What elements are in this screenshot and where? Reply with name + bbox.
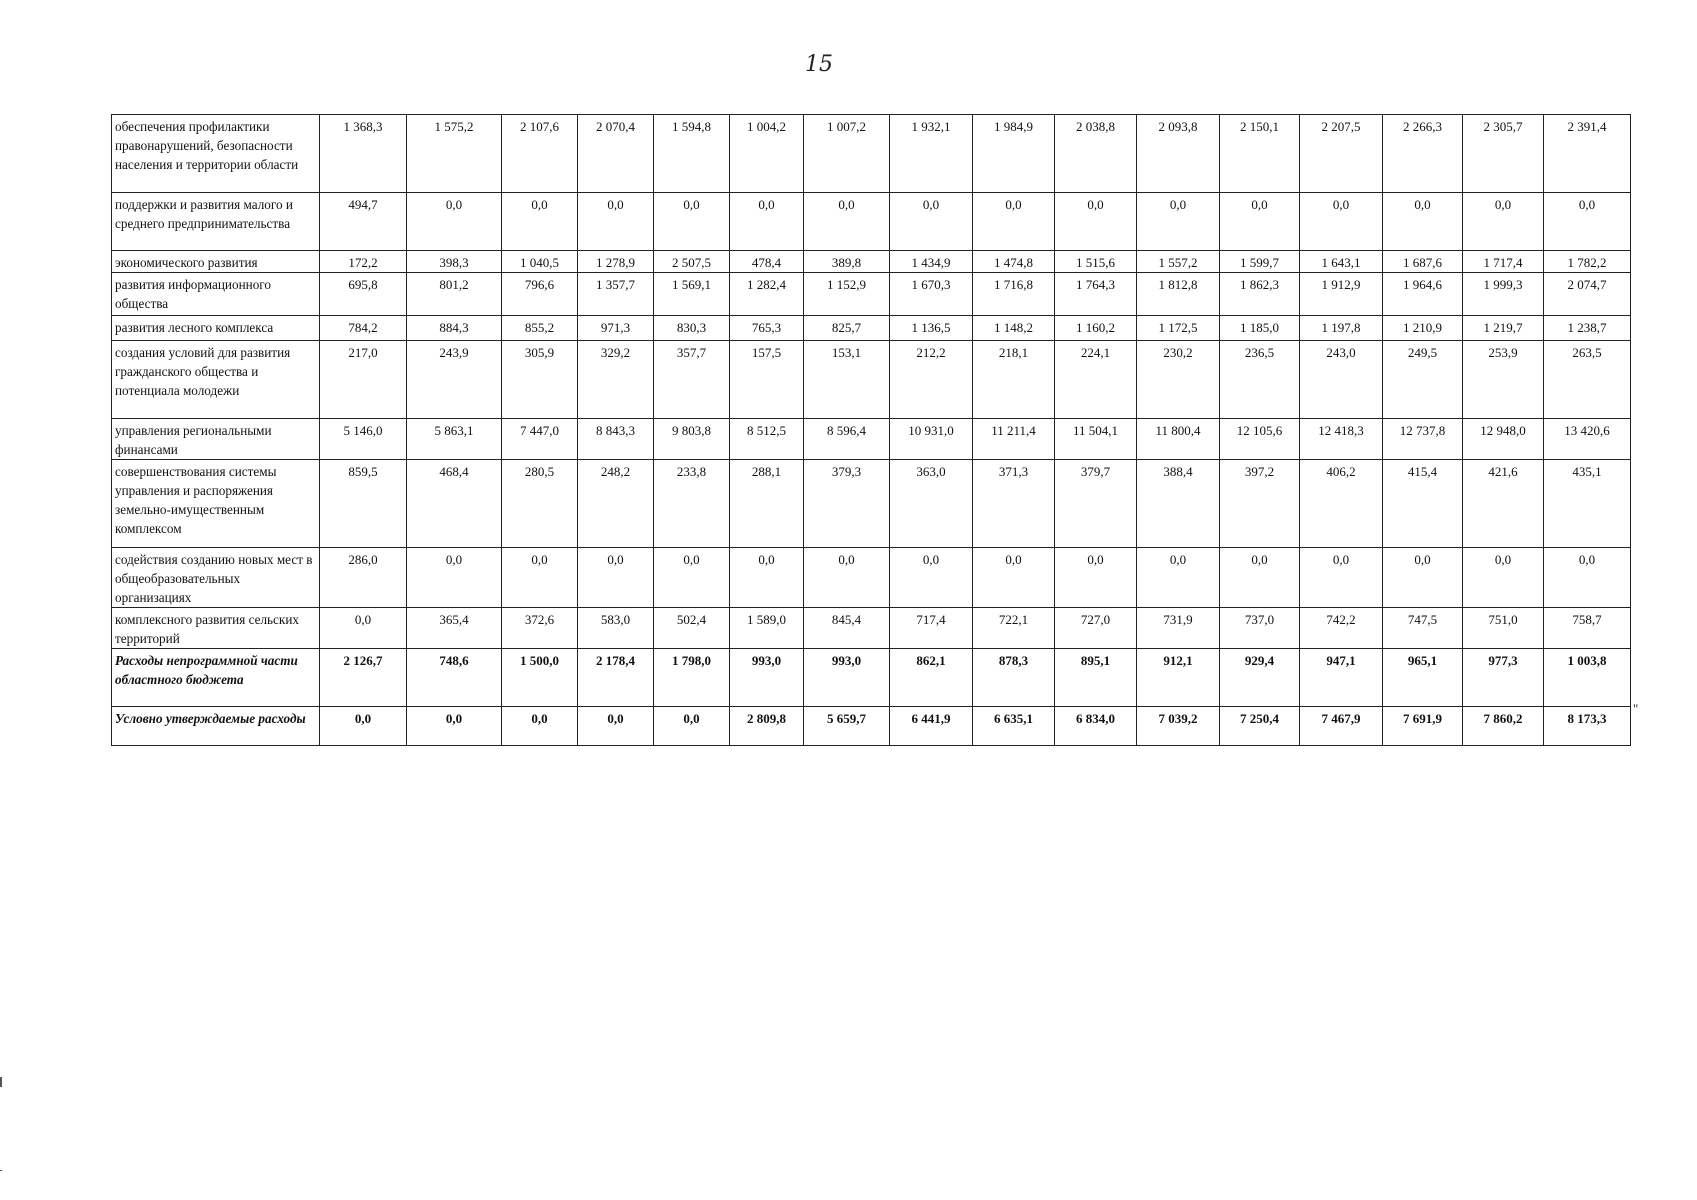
table-cell: 1 932,1 bbox=[890, 115, 973, 193]
row-label: содействия созданию новых мест в общеобразовательных организациях bbox=[112, 548, 320, 608]
table-cell: 1 004,2 bbox=[730, 115, 804, 193]
table-cell: 478,4 bbox=[730, 251, 804, 273]
table-cell: 731,9 bbox=[1137, 608, 1220, 649]
table-cell: 2 038,8 bbox=[1055, 115, 1137, 193]
table-cell: 305,9 bbox=[502, 341, 578, 419]
table-cell: 1 798,0 bbox=[654, 649, 730, 707]
table-body bbox=[112, 115, 1631, 746]
table-cell: 397,2 bbox=[1220, 460, 1300, 548]
table-cell: 494,7 bbox=[320, 193, 407, 251]
table-cell: 1 964,6 bbox=[1383, 273, 1463, 316]
table-cell: 1 812,8 bbox=[1137, 273, 1220, 316]
table-cell: 2 093,8 bbox=[1137, 115, 1220, 193]
table-cell: 8 512,5 bbox=[730, 419, 804, 460]
table-cell: 0,0 bbox=[1300, 548, 1383, 608]
table-cell: 236,5 bbox=[1220, 341, 1300, 419]
table-cell: 1 148,2 bbox=[973, 316, 1055, 341]
table-cell: 862,1 bbox=[890, 649, 973, 707]
table-cell: 7 691,9 bbox=[1383, 707, 1463, 746]
table-cell: 2 391,4 bbox=[1544, 115, 1631, 193]
table-cell: 0,0 bbox=[502, 707, 578, 746]
table-cell: 0,0 bbox=[804, 193, 890, 251]
table-cell: 0,0 bbox=[654, 193, 730, 251]
table-cell: 248,2 bbox=[578, 460, 654, 548]
table-cell: 1 687,6 bbox=[1383, 251, 1463, 273]
table-cell: 1 764,3 bbox=[1055, 273, 1137, 316]
table-cell: 929,4 bbox=[1220, 649, 1300, 707]
table-row bbox=[112, 460, 1631, 548]
table-cell: 263,5 bbox=[1544, 341, 1631, 419]
table-cell: 1 238,7 bbox=[1544, 316, 1631, 341]
table-cell: 1 197,8 bbox=[1300, 316, 1383, 341]
table-cell: 859,5 bbox=[320, 460, 407, 548]
table-cell: 2 070,4 bbox=[578, 115, 654, 193]
table-cell: 0,0 bbox=[320, 707, 407, 746]
table-cell: 695,8 bbox=[320, 273, 407, 316]
table-cell: 0,0 bbox=[890, 193, 973, 251]
table-row bbox=[112, 419, 1631, 460]
table-cell: 286,0 bbox=[320, 548, 407, 608]
table-cell: 1 999,3 bbox=[1463, 273, 1544, 316]
table-cell: 1 160,2 bbox=[1055, 316, 1137, 341]
row-label: Условно утверждаемые расходы bbox=[112, 707, 320, 746]
table-cell: 224,1 bbox=[1055, 341, 1137, 419]
table-cell: 415,4 bbox=[1383, 460, 1463, 548]
table-cell: 0,0 bbox=[407, 548, 502, 608]
row-label: развития лесного комплекса bbox=[112, 316, 320, 341]
table-cell: 217,0 bbox=[320, 341, 407, 419]
table-cell: 421,6 bbox=[1463, 460, 1544, 548]
table-cell: 977,3 bbox=[1463, 649, 1544, 707]
table-cell: 5 863,1 bbox=[407, 419, 502, 460]
table-row bbox=[112, 115, 1631, 193]
table-cell: 2 126,7 bbox=[320, 649, 407, 707]
table-cell: 243,9 bbox=[407, 341, 502, 419]
table-cell: 2 074,7 bbox=[1544, 273, 1631, 316]
table-cell: 1 589,0 bbox=[730, 608, 804, 649]
page-number: 15 bbox=[805, 52, 833, 77]
table-cell: 329,2 bbox=[578, 341, 654, 419]
table-cell: 7 447,0 bbox=[502, 419, 578, 460]
table-cell: 0,0 bbox=[1055, 193, 1137, 251]
table-cell: 1 670,3 bbox=[890, 273, 973, 316]
table-cell: 1 575,2 bbox=[407, 115, 502, 193]
table-cell: 1 368,3 bbox=[320, 115, 407, 193]
table-cell: 0,0 bbox=[407, 707, 502, 746]
table-cell: 502,4 bbox=[654, 608, 730, 649]
table-cell: 1 474,8 bbox=[973, 251, 1055, 273]
table-cell: 1 003,8 bbox=[1544, 649, 1631, 707]
table-cell: 742,2 bbox=[1300, 608, 1383, 649]
table-cell: 1 282,4 bbox=[730, 273, 804, 316]
table-cell: 11 504,1 bbox=[1055, 419, 1137, 460]
table-cell: 878,3 bbox=[973, 649, 1055, 707]
table-cell: 583,0 bbox=[578, 608, 654, 649]
table-cell: 1 278,9 bbox=[578, 251, 654, 273]
table-cell: 172,2 bbox=[320, 251, 407, 273]
table-cell: 1 782,2 bbox=[1544, 251, 1631, 273]
table-cell: 2 266,3 bbox=[1383, 115, 1463, 193]
row-label: экономического развития bbox=[112, 251, 320, 273]
table-cell: 212,2 bbox=[890, 341, 973, 419]
table-cell: 233,8 bbox=[654, 460, 730, 548]
table-cell: 9 803,8 bbox=[654, 419, 730, 460]
table-cell: 1 040,5 bbox=[502, 251, 578, 273]
table-row bbox=[112, 341, 1631, 419]
table-cell: 1 007,2 bbox=[804, 115, 890, 193]
table-cell: 947,1 bbox=[1300, 649, 1383, 707]
table-cell: 1 557,2 bbox=[1137, 251, 1220, 273]
table-cell: 1 219,7 bbox=[1463, 316, 1544, 341]
table-cell: 0,0 bbox=[320, 608, 407, 649]
table-row bbox=[112, 251, 1631, 273]
table-cell: 280,5 bbox=[502, 460, 578, 548]
table-cell: 2 207,5 bbox=[1300, 115, 1383, 193]
table-cell: 12 418,3 bbox=[1300, 419, 1383, 460]
table-cell: 1 434,9 bbox=[890, 251, 973, 273]
table-cell: 0,0 bbox=[1383, 193, 1463, 251]
table-cell: 8 843,3 bbox=[578, 419, 654, 460]
table-cell: 0,0 bbox=[1220, 193, 1300, 251]
table-cell: 884,3 bbox=[407, 316, 502, 341]
table-row bbox=[112, 316, 1631, 341]
table-cell: 722,1 bbox=[973, 608, 1055, 649]
row-label: поддержки и развития малого и среднего предпринимательства bbox=[112, 193, 320, 251]
table-cell: 965,1 bbox=[1383, 649, 1463, 707]
table-cell: 363,0 bbox=[890, 460, 973, 548]
table-cell: 8 173,3 bbox=[1544, 707, 1631, 746]
table-cell: 2 507,5 bbox=[654, 251, 730, 273]
table-cell: 1 500,0 bbox=[502, 649, 578, 707]
table-cell: 11 800,4 bbox=[1137, 419, 1220, 460]
table-row bbox=[112, 193, 1631, 251]
table-cell: 765,3 bbox=[730, 316, 804, 341]
table-cell: 372,6 bbox=[502, 608, 578, 649]
table-cell: 0,0 bbox=[1544, 548, 1631, 608]
table-cell: 230,2 bbox=[1137, 341, 1220, 419]
table-cell: 0,0 bbox=[654, 707, 730, 746]
table-cell: 737,0 bbox=[1220, 608, 1300, 649]
table-cell: 0,0 bbox=[1220, 548, 1300, 608]
table-cell: 0,0 bbox=[1055, 548, 1137, 608]
table-cell: 371,3 bbox=[973, 460, 1055, 548]
table-cell: 1 569,1 bbox=[654, 273, 730, 316]
table-cell: 10 931,0 bbox=[890, 419, 973, 460]
table-cell: 748,6 bbox=[407, 649, 502, 707]
scan-mark-bottom bbox=[0, 1170, 2, 1171]
table-cell: 379,3 bbox=[804, 460, 890, 548]
table-cell: 12 737,8 bbox=[1383, 419, 1463, 460]
row-label: совершенствования системы управления и распоряжения земельно-имущественным комплексом bbox=[112, 460, 320, 548]
table-cell: 0,0 bbox=[502, 193, 578, 251]
table-cell: 1 594,8 bbox=[654, 115, 730, 193]
table-cell: 5 146,0 bbox=[320, 419, 407, 460]
table-cell: 727,0 bbox=[1055, 608, 1137, 649]
table-cell: 5 659,7 bbox=[804, 707, 890, 746]
table-cell: 1 643,1 bbox=[1300, 251, 1383, 273]
table-cell: 11 211,4 bbox=[973, 419, 1055, 460]
table-cell: 0,0 bbox=[578, 548, 654, 608]
table-row bbox=[112, 608, 1631, 649]
table-cell: 7 039,2 bbox=[1137, 707, 1220, 746]
table-cell: 784,2 bbox=[320, 316, 407, 341]
table-cell: 249,5 bbox=[1383, 341, 1463, 419]
table-cell: 0,0 bbox=[973, 193, 1055, 251]
table-cell: 796,6 bbox=[502, 273, 578, 316]
table-cell: 0,0 bbox=[730, 193, 804, 251]
table-cell: 12 105,6 bbox=[1220, 419, 1300, 460]
table-cell: 6 441,9 bbox=[890, 707, 973, 746]
table-cell: 153,1 bbox=[804, 341, 890, 419]
table-cell: 253,9 bbox=[1463, 341, 1544, 419]
table-cell: 747,5 bbox=[1383, 608, 1463, 649]
table-cell: 0,0 bbox=[1463, 193, 1544, 251]
row-label: комплексного развития сельских территорий bbox=[112, 608, 320, 649]
table-cell: 0,0 bbox=[1544, 193, 1631, 251]
table-cell: 1 912,9 bbox=[1300, 273, 1383, 316]
table-cell: 2 305,7 bbox=[1463, 115, 1544, 193]
table-cell: 1 357,7 bbox=[578, 273, 654, 316]
row-label: обеспечения профилактики правонарушений, безопасности населения и территории области bbox=[112, 115, 320, 193]
table-row bbox=[112, 548, 1631, 608]
table-cell: 12 948,0 bbox=[1463, 419, 1544, 460]
table-cell: 398,3 bbox=[407, 251, 502, 273]
table-cell: 845,4 bbox=[804, 608, 890, 649]
table-cell: 993,0 bbox=[730, 649, 804, 707]
table-cell: 0,0 bbox=[804, 548, 890, 608]
table-cell: 288,1 bbox=[730, 460, 804, 548]
scan-mark-top bbox=[0, 1077, 2, 1087]
table-cell: 388,4 bbox=[1137, 460, 1220, 548]
table-cell: 6 635,1 bbox=[973, 707, 1055, 746]
table-cell: 1 716,8 bbox=[973, 273, 1055, 316]
row-label: управления региональными финансами bbox=[112, 419, 320, 460]
table-cell: 1 172,5 bbox=[1137, 316, 1220, 341]
table-cell: 0,0 bbox=[407, 193, 502, 251]
table-cell: 0,0 bbox=[1383, 548, 1463, 608]
table-cell: 1 152,9 bbox=[804, 273, 890, 316]
table-cell: 717,4 bbox=[890, 608, 973, 649]
table-cell: 0,0 bbox=[1137, 193, 1220, 251]
table-cell: 8 596,4 bbox=[804, 419, 890, 460]
table-cell: 758,7 bbox=[1544, 608, 1631, 649]
table-cell: 2 150,1 bbox=[1220, 115, 1300, 193]
table-cell: 365,4 bbox=[407, 608, 502, 649]
row-label: развития информационного общества bbox=[112, 273, 320, 316]
table-cell: 2 178,4 bbox=[578, 649, 654, 707]
table-cell: 830,3 bbox=[654, 316, 730, 341]
table-cell: 357,7 bbox=[654, 341, 730, 419]
table-cell: 0,0 bbox=[654, 548, 730, 608]
table-cell: 801,2 bbox=[407, 273, 502, 316]
table-cell: 1 210,9 bbox=[1383, 316, 1463, 341]
table-cell: 993,0 bbox=[804, 649, 890, 707]
table-cell: 6 834,0 bbox=[1055, 707, 1137, 746]
table-cell: 468,4 bbox=[407, 460, 502, 548]
table-cell: 1 515,6 bbox=[1055, 251, 1137, 273]
table-cell: 2 809,8 bbox=[730, 707, 804, 746]
table-cell: 1 599,7 bbox=[1220, 251, 1300, 273]
table-cell: 7 467,9 bbox=[1300, 707, 1383, 746]
table-cell: 895,1 bbox=[1055, 649, 1137, 707]
table-row bbox=[112, 273, 1631, 316]
table-cell: 243,0 bbox=[1300, 341, 1383, 419]
table-cell: 389,8 bbox=[804, 251, 890, 273]
row-label: создания условий для развития гражданского общества и потенциала молодежи bbox=[112, 341, 320, 419]
table-cell: 0,0 bbox=[1463, 548, 1544, 608]
budget-table bbox=[111, 114, 1631, 746]
row-label: Расходы непрограммной части областного бюджета bbox=[112, 649, 320, 707]
table-cell: 218,1 bbox=[973, 341, 1055, 419]
table-cell: 1 984,9 bbox=[973, 115, 1055, 193]
table-cell: 0,0 bbox=[973, 548, 1055, 608]
table-cell: 751,0 bbox=[1463, 608, 1544, 649]
table-cell: 0,0 bbox=[578, 193, 654, 251]
table-row bbox=[112, 649, 1631, 707]
table-cell: 855,2 bbox=[502, 316, 578, 341]
table-row bbox=[112, 707, 1631, 746]
table-cell: 7 860,2 bbox=[1463, 707, 1544, 746]
table-cell: 971,3 bbox=[578, 316, 654, 341]
table-cell: 435,1 bbox=[1544, 460, 1631, 548]
table-cell: 825,7 bbox=[804, 316, 890, 341]
table-cell: 0,0 bbox=[730, 548, 804, 608]
table-cell: 0,0 bbox=[1300, 193, 1383, 251]
table-cell: 406,2 bbox=[1300, 460, 1383, 548]
table-cell: 157,5 bbox=[730, 341, 804, 419]
table-cell: 1 136,5 bbox=[890, 316, 973, 341]
table-cell: 0,0 bbox=[502, 548, 578, 608]
table-cell: 379,7 bbox=[1055, 460, 1137, 548]
table-cell: 1 185,0 bbox=[1220, 316, 1300, 341]
table-cell: 2 107,6 bbox=[502, 115, 578, 193]
table-cell: 7 250,4 bbox=[1220, 707, 1300, 746]
closing-quote: " bbox=[1633, 701, 1639, 716]
table-cell: 13 420,6 bbox=[1544, 419, 1631, 460]
table-cell: 912,1 bbox=[1137, 649, 1220, 707]
table-cell: 1 717,4 bbox=[1463, 251, 1544, 273]
table-cell: 0,0 bbox=[578, 707, 654, 746]
table-cell: 0,0 bbox=[1137, 548, 1220, 608]
table-cell: 1 862,3 bbox=[1220, 273, 1300, 316]
table-cell: 0,0 bbox=[890, 548, 973, 608]
